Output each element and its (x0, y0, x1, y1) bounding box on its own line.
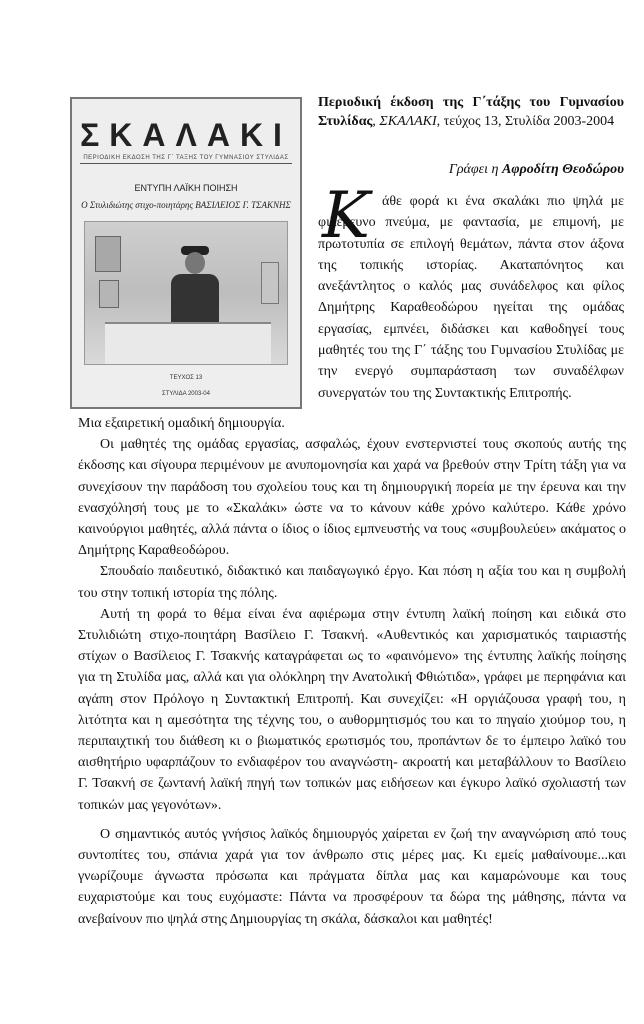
article-header (318, 93, 624, 131)
paragraph-4: Αυτή τη φορά το θέμα είναι ένα αφιέρωμα στην έντυπη λαϊκή ποίηση και ειδικά στο Στυλιδιώτη στιχο-ποιητάρη Βασίλειο Γ. Τσακνή. «Αυθεντικός και χαρισματικός ταιριαστής στίχων ο Βασίλειος Γ. Τσακνής καταγράφεται ως το «φαινόμενο» της έντυπης λαϊκής ποίησης για τη Στυλίδα μας, αλλά και για ολόκληρη την Ανατολική Φθιώτιδα», γράφει με περηφάνια και αγάπη στον Πρόλογο η Συντακτική Επιτροπή. Και συνεχίζει: «Η οργιάζουσα γραφή του, η λιτότητα και η αμεσότητα της τέχνης του, ο αυθορμητισμός του και το πηγαίο χιούμορ του, η περιπαιχτική του διάθεση κι ο βιωματικός ερωτισμός του, προπάντων δε το έμπειρο λαϊκό του αισθητήριο υφαρπάζουν το ενδιαφέρον του αναγνώστη- ακροατή και μεταβάλλουν το Βασίλειο Γ. Τσακνή σε ζωντανή λαϊκή πηγή των τοπικών μας ειδήσεων και έγκυρο λαϊκό σχολιαστή των τοπικών μας γεγονότων». (78, 606, 626, 813)
cover-issue: ΤΕΥΧΟΣ 13 (169, 375, 203, 381)
author-prefix: Γράφει η (448, 162, 502, 177)
cover-photo (84, 221, 288, 365)
photo-desk (105, 322, 271, 364)
paragraph-3: Σπουδαίο παιδευτικό, διδακτικό και παιδαγωγικό έργο. Και πόση η αξία του και η συμβολή του στην τοπική ιστορία της πόλης. (78, 564, 626, 601)
cover-year: ΣΤΥΛΙΔΑ 2003-04 (162, 391, 210, 397)
photo-frame (99, 280, 119, 308)
paragraph-5: Ο σημαντικός αυτός γνήσιος λαϊκός δημιουργός χαίρεται εν ζωή την αναγνώριση από τους συντοπίτες του, σπάνια χαρά για τον άνθρωπο στις μέρες μας. Κι εμείς μαθαίνουμε...και γνωρίζουμε άγνωστα πρόσωπα και πράγματα δίπλα μας και καμαρώνουμε και τους ευχαριστούμε και τους ευχόμαστε: Πάντα να προσφέρουν τα δώρα της μάθησης, πάντα να ανεβαίνουν πιο ψηλά στης Δημιουργίας τη σκάλα, δάσκαλοι και μαθητές! (78, 826, 626, 927)
header-publication: Περιοδική έκδοση της Γ΄τάξης του Γυμνασίου Στυλίδας (318, 95, 624, 129)
article-body (78, 413, 626, 930)
cover-section-title: ΕΝΤΥΠΗ ΛΑΪΚΗ ΠΟΙΗΣΗ (134, 183, 238, 193)
photo-body (171, 274, 219, 326)
photo-frame (95, 236, 121, 272)
cover-poet-line: Ο Στυλιδιώτης στιχο-ποιητάρης ΒΑΣΙΛΕΙΟΣ Γ. ΤΣΑΚΝΗΣ (81, 200, 291, 210)
cover-subtitle: ΠΕΡΙΟΔΙΚΗ ΕΚΔΟΣΗ ΤΗΣ Γ΄ ΤΑΞΗΣ ΤΟΥ ΓΥΜΝΑΣΙΟΥ ΣΤΥΛΙΔΑΣ (83, 155, 289, 161)
photo-head (185, 252, 205, 274)
cover-divider (80, 163, 292, 164)
magazine-cover-image (70, 97, 302, 409)
first-paragraph: άθε φορά κι ένα σκαλάκι πιο ψηλά με φιλέρευνο πνεύμα, με φαντασία, με επιμονή, με πρωτοτυπία σε επιλογή θεμάτων, πάντα στον άξονα της τοπικής ιστορίας. Ακαταπόνητος και ανεξάντλητος ο καλός μας συνάδελφος και φίλος Δημήτρης Καραθεοδώρου ηγείται της ομάδας εργασίας, εμπνέει, διδάσκει και καθοδηγεί τους μαθητές του της Γ΄ τάξης του Γυμνασίου Στυλίδας με την ενεργό συμπαράσταση των συναδέλφων συνεργατών του της Συντακτικής Επιτροπής. (318, 194, 624, 401)
header-magazine-name: ΣΚΑΛΑΚΙ (379, 114, 437, 129)
author-name: Αφροδίτη Θεοδώρου (502, 162, 624, 177)
header-issue-info: , τεύχος 13, Στυλίδα 2003-2004 (436, 114, 615, 129)
header-separator: , (372, 114, 380, 129)
first-paragraph-end: Μια εξαιρετική ομαδική δημιουργία. (78, 416, 285, 431)
cover-title: ΣΚΑΛΑΚΙ (80, 117, 292, 153)
paragraph-2: Οι μαθητές της ομάδας εργασίας, ασφαλώς, έχουν ενστερνιστεί τους σκοπούς αυτής της έκδοσης και σίγουρα περιμένουν με ανυπομονησία και χαρά να βρεθούν στην Τρίτη τάξη για να συνεχίσουν την παράδοση του σχολείου τους και τη δημιουργική πορεία με την έρευνα και την ενασχόλησή τους με το «Σκαλάκι» ώστε να το κάνουν κάθε χρόνο καλύτερο. Κάθε χρόνο καινούργιοι μαθητές, αλλά πάντα ο ίδιος ο ίδιος εμπνευστής να τους «συμβουλεύει» ακάματος ο Δημήτρης Καραθεοδώρου. (78, 437, 626, 559)
drop-cap: Κ (322, 179, 370, 253)
photo-frame (261, 262, 279, 304)
author-line (318, 162, 624, 178)
